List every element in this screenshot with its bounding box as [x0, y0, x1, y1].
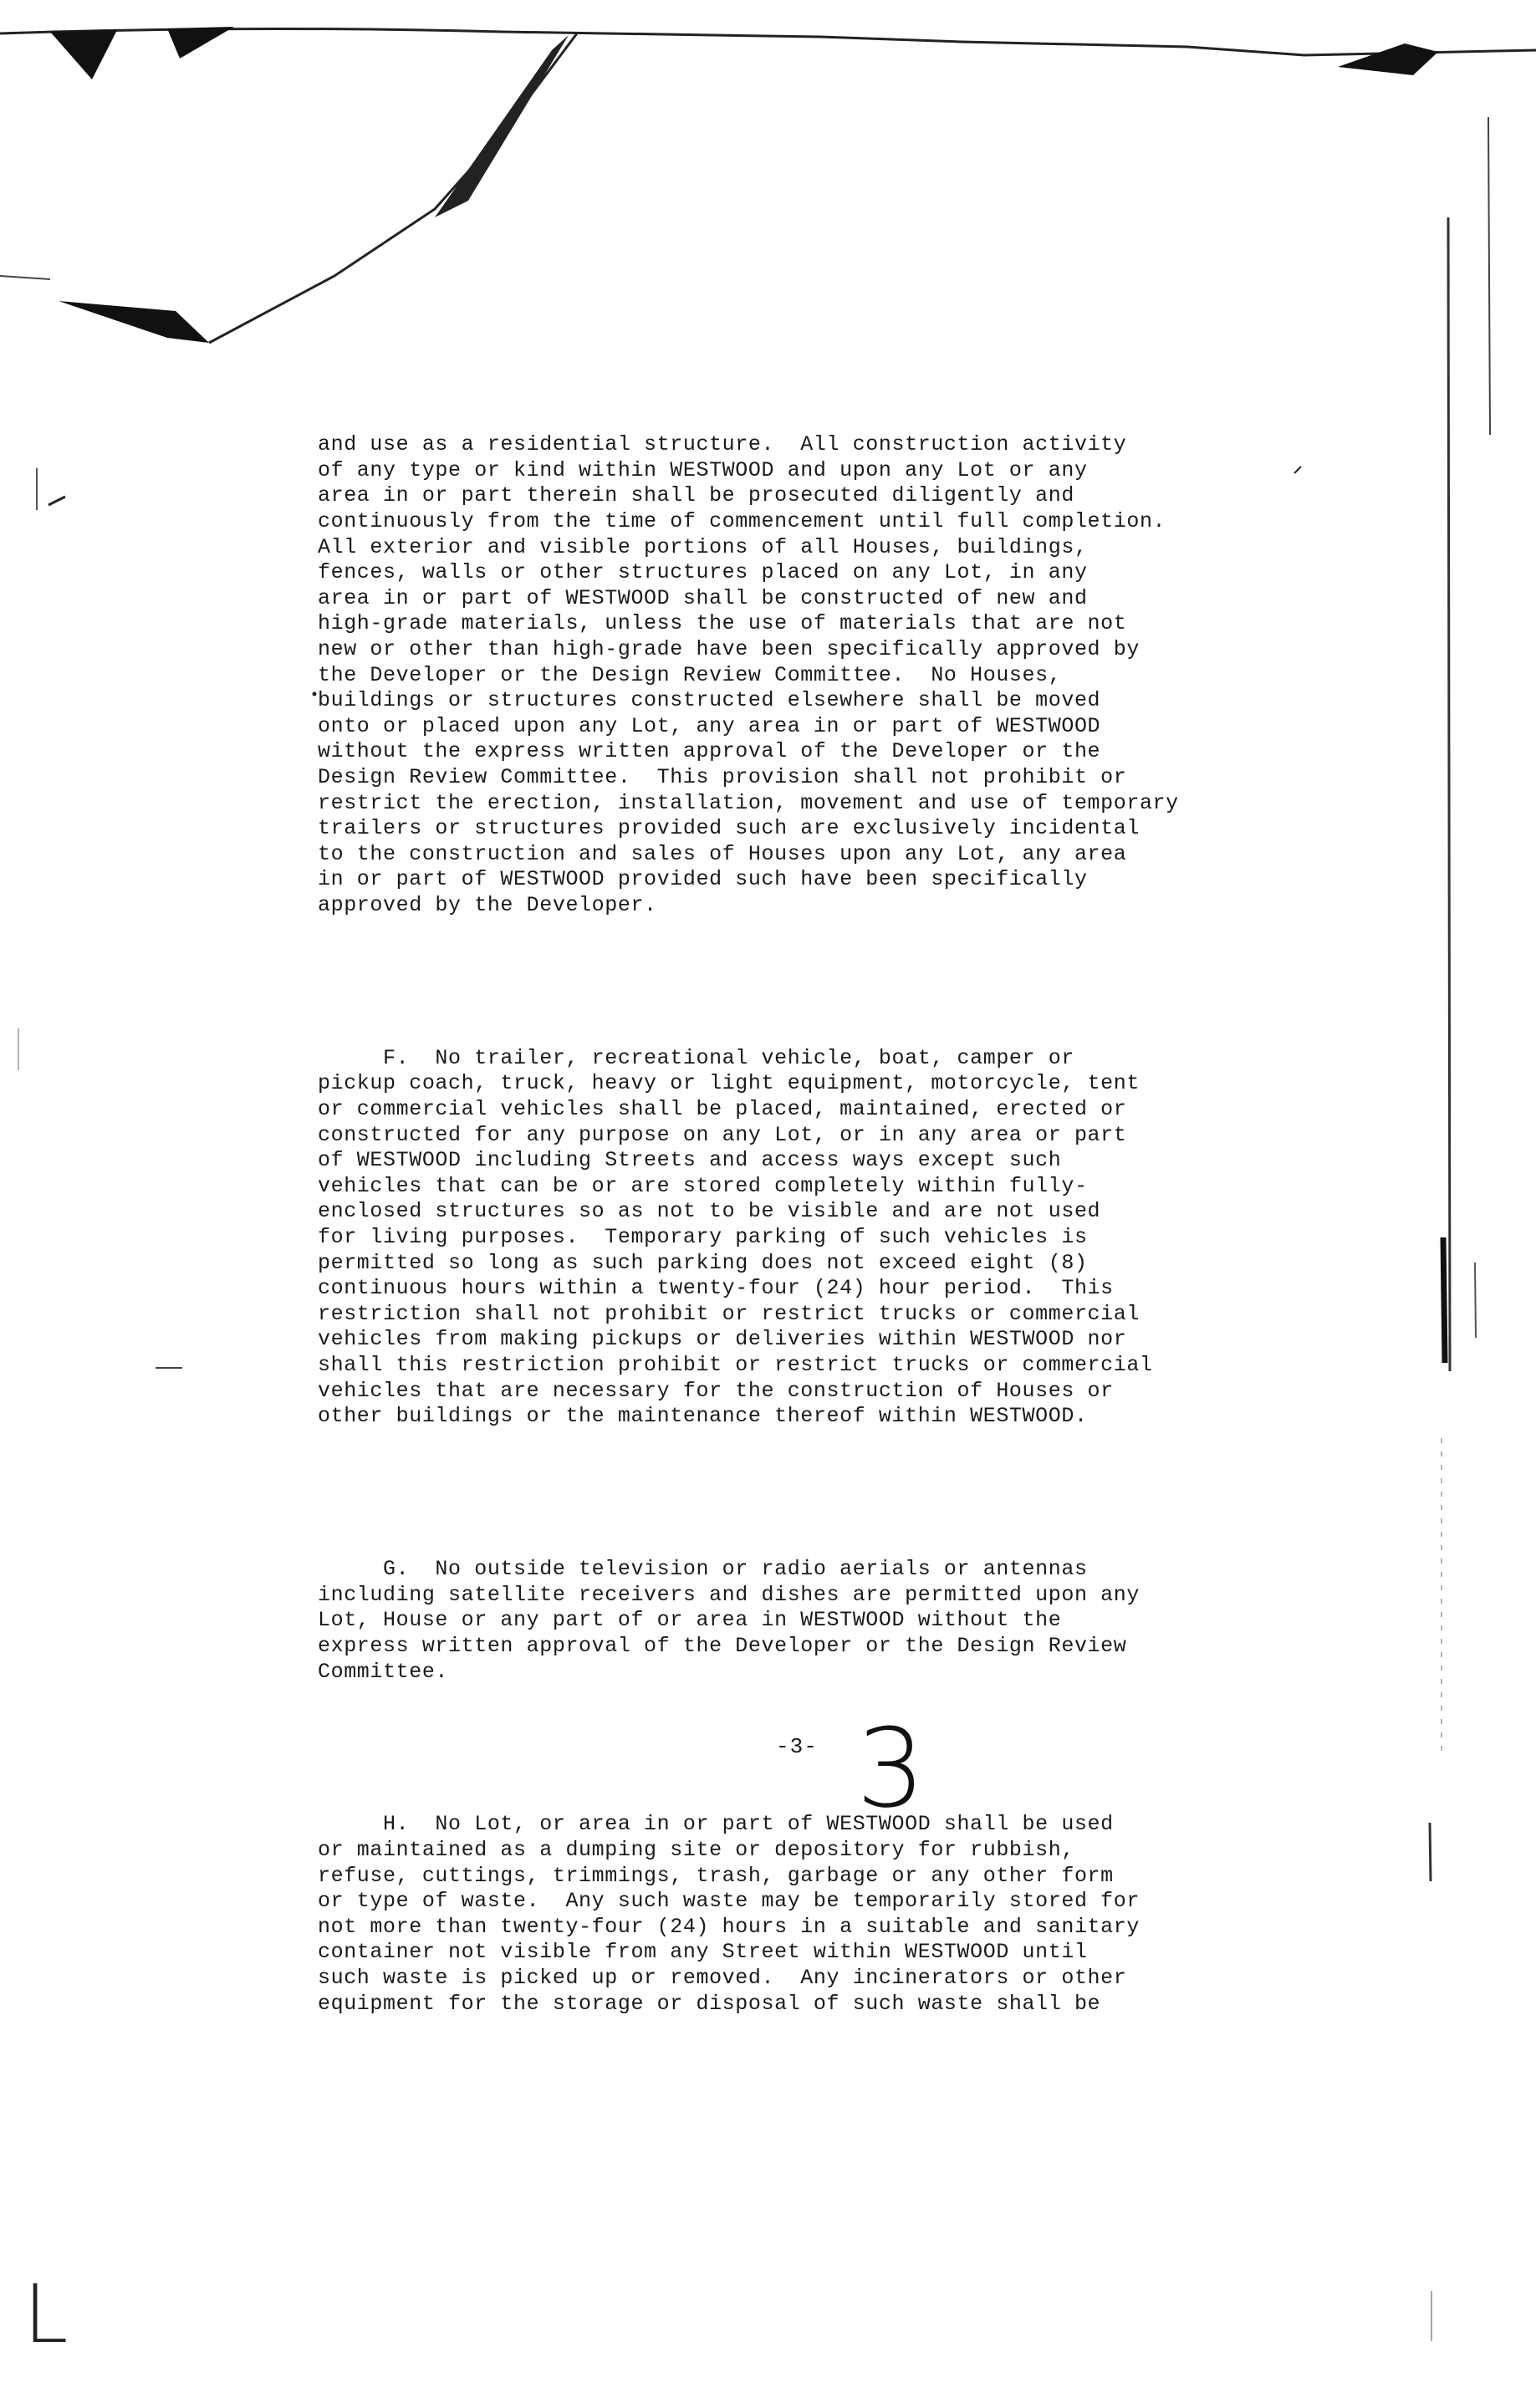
text-line: onto or placed upon any Lot, any area in or part of WESTWOOD	[318, 713, 1101, 738]
left-wedge-mark	[59, 301, 209, 343]
text-line: pickup coach, truck, heavy or light equipment, motorcycle, tent	[318, 1071, 1140, 1096]
right-edge-tick	[1430, 1823, 1431, 1881]
text-line: for living purposes. Temporary parking of such vehicles is	[318, 1225, 1088, 1249]
text-line: area in or part of WESTWOOD shall be constructed of new and	[318, 585, 1088, 610]
text-line: of any type or kind within WESTWOOD and upon any Lot or any	[318, 457, 1088, 482]
top-right-scan-mark	[1338, 43, 1438, 75]
text-line: the Developer or the Design Review Committee. No Houses,	[318, 662, 1062, 687]
text-line: or maintained as a dumping site or depository for rubbish,	[318, 1838, 1074, 1863]
handwritten-page-number: 3	[856, 1705, 926, 1832]
text-line: including satellite receivers and dishes are permitted upon any	[318, 1582, 1140, 1607]
right-edge-dark-band	[1443, 1237, 1445, 1363]
text-line: trailers or structures provided such are exclusively incidental	[318, 816, 1140, 841]
right-edge-long-line	[1448, 217, 1450, 1371]
text-line: express written approval of the Developer or the Design Review	[318, 1633, 1127, 1658]
diagonal-fold-shadow	[435, 35, 569, 217]
text-line: high-grade materials, unless the use of materials that are not	[318, 611, 1127, 636]
text-line: Lot, House or any part of or area in WESTWOOD without the	[318, 1608, 1062, 1633]
text-line: without the express written approval of the Developer or the	[318, 739, 1101, 764]
text-line: restriction shall not prohibit or restrict trucks or commercial	[318, 1301, 1140, 1326]
text-line: Committee.	[318, 1659, 449, 1684]
left-edge-line	[0, 276, 50, 279]
continuation-paragraph	[318, 432, 1321, 918]
text-line: such waste is picked up or removed. Any incinerators or other	[318, 1966, 1127, 1991]
text-line: to the construction and sales of Houses upon any Lot, any area	[318, 841, 1127, 866]
text-line: other buildings or the maintenance thereof within WESTWOOD.	[318, 1404, 1088, 1429]
text-line: not more than twenty-four (24) hours in a suitable and sanitary	[318, 1914, 1140, 1939]
top-left-scan-mark	[50, 30, 117, 79]
text-line: All exterior and visible portions of all Houses, buildings,	[318, 534, 1088, 559]
text-line: G. No outside television or radio aerials or antennas	[318, 1557, 1088, 1582]
paragraph-f	[318, 1046, 1321, 1430]
text-line: approved by the Developer.	[318, 892, 657, 917]
text-line: vehicles that can be or are stored completely within fully-	[318, 1173, 1088, 1198]
text-line: continuous hours within a twenty-four (24) hour period. This	[318, 1276, 1114, 1301]
text-line: of WESTWOOD including Streets and access ways except such	[318, 1148, 1062, 1173]
text-line: container not visible from any Street within WESTWOOD until	[318, 1940, 1088, 1965]
text-line: constructed for any purpose on any Lot, or in any area or part	[318, 1122, 1127, 1147]
text-line: F. No trailer, recreational vehicle, boat, camper or	[318, 1045, 1074, 1070]
text-line: or type of waste. Any such waste may be temporarily stored for	[318, 1889, 1140, 1914]
right-edge-scratch	[1488, 117, 1490, 435]
diagonal-fold-streak	[209, 33, 577, 343]
text-line: H. No Lot, or area in or part of WESTWOOD shall be used	[318, 1812, 1114, 1837]
text-line: refuse, cuttings, trimmings, trash, garbage or any other form	[318, 1863, 1114, 1888]
text-line: area in or part therein shall be prosecuted diligently and	[318, 483, 1074, 508]
text-line: restrict the erection, installation, movement and use of temporary	[318, 790, 1179, 815]
text-line: equipment for the storage or disposal of such waste shall be	[318, 1991, 1101, 2016]
top-left-scan-mark-2	[167, 27, 234, 59]
paragraph-h	[318, 1812, 1321, 2017]
text-line: permitted so long as such parking does not exceed eight (8)	[318, 1250, 1088, 1275]
text-line: continuously from the time of commencement until full completion.	[318, 508, 1166, 533]
text-line: and use as a residential structure. All construction activity	[318, 432, 1127, 457]
text-line: enclosed structures so as not to be visible and are not used	[318, 1199, 1101, 1224]
paragraph-g	[318, 1557, 1321, 1685]
corner-mark: L	[23, 2268, 69, 2361]
text-line: new or other than high-grade have been specifically approved by	[318, 636, 1140, 661]
left-edge-tick	[48, 497, 65, 505]
text-line: vehicles from making pickups or deliveries within WESTWOOD nor	[318, 1327, 1127, 1352]
text-line: fences, walls or other structures placed on any Lot, in any	[318, 560, 1088, 585]
text-line: or commercial vehicles shall be placed, maintained, erected or	[318, 1097, 1127, 1122]
document-body	[318, 381, 1321, 2068]
top-scan-streak	[0, 28, 1536, 55]
text-line: vehicles that are necessary for the construction of Houses or	[318, 1378, 1114, 1403]
text-line: buildings or structures constructed elsewhere shall be moved	[318, 688, 1101, 713]
text-line: in or part of WESTWOOD provided such have been specifically	[318, 867, 1088, 892]
right-edge-mark	[1475, 1263, 1476, 1338]
text-line: shall this restriction prohibit or restrict trucks or commercial	[318, 1352, 1153, 1377]
margin-dot	[313, 692, 317, 696]
page-number: -3-	[776, 1734, 818, 1759]
text-line: Design Review Committee. This provision shall not prohibit or	[318, 764, 1127, 789]
